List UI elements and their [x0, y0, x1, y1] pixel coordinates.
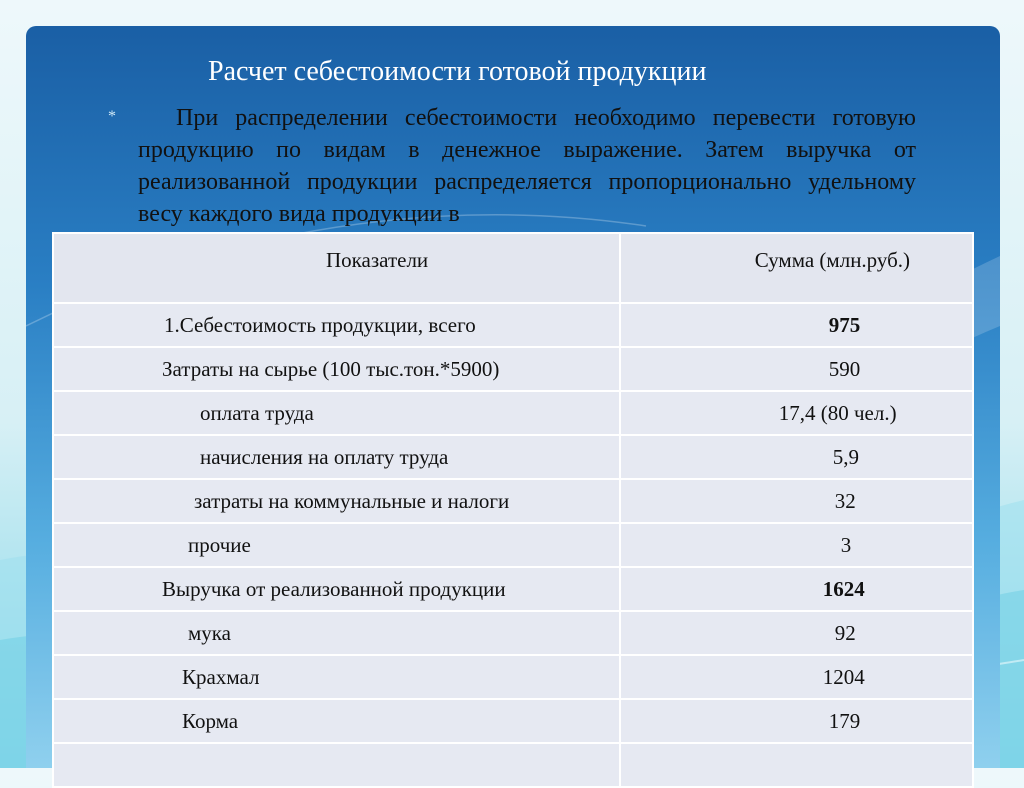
row-label: затраты на коммунальные и налоги — [194, 488, 510, 513]
table-row — [53, 523, 973, 567]
table-row — [53, 611, 973, 655]
row-value: 1624 — [822, 576, 865, 601]
table-row — [53, 303, 973, 347]
header-label: Показатели — [326, 248, 429, 272]
row-label: 1.Себестоимость продукции, всего — [164, 312, 476, 337]
row-label: мука — [188, 620, 231, 645]
row-value-cell — [620, 743, 973, 787]
row-label-cell — [53, 699, 620, 743]
row-value: 32 — [834, 488, 856, 513]
table-row — [53, 743, 973, 787]
cost-table — [52, 232, 974, 788]
table-row — [53, 479, 973, 523]
row-label-cell — [53, 435, 620, 479]
row-value-cell — [620, 655, 973, 699]
row-value: 1204 — [822, 664, 865, 689]
row-value-cell — [620, 435, 973, 479]
row-value-cell — [620, 611, 973, 655]
row-label: Корма — [182, 708, 239, 733]
row-value: 179 — [828, 708, 861, 733]
row-label-cell — [53, 611, 620, 655]
row-value-cell — [620, 391, 973, 435]
row-value-cell — [620, 523, 973, 567]
row-label: прочие — [188, 532, 251, 557]
row-value: 17,4 (80 чел.) — [778, 400, 897, 425]
table-header-row — [53, 233, 973, 303]
row-value: 590 — [828, 356, 861, 381]
row-label: Затраты на сырье (100 тыс.тон.*5900) — [162, 356, 500, 381]
table-row — [53, 567, 973, 611]
table-row — [53, 435, 973, 479]
row-value-cell — [620, 303, 973, 347]
bullet-marker: * — [108, 108, 116, 125]
row-value: 92 — [834, 620, 856, 645]
row-label-cell — [53, 743, 620, 787]
row-label-cell — [53, 391, 620, 435]
row-label-cell — [53, 479, 620, 523]
row-value-cell — [620, 347, 973, 391]
row-label: оплата труда — [200, 400, 314, 425]
row-label: Крахмал — [182, 664, 260, 689]
header-cell-sum — [620, 233, 973, 303]
row-value-cell — [620, 699, 973, 743]
row-value: 5,9 — [832, 444, 859, 469]
row-label: начисления на оплату труда — [200, 444, 449, 469]
row-label-cell — [53, 655, 620, 699]
table-row — [53, 655, 973, 699]
header-cell-indicators — [53, 233, 620, 303]
row-value: 3 — [840, 532, 852, 557]
row-label-cell — [53, 347, 620, 391]
header-label: Сумма (млн.руб.) — [754, 248, 911, 272]
row-label-cell — [53, 303, 620, 347]
row-value: 975 — [828, 312, 861, 337]
body-paragraph: При распределении себестоимости необходимо перевести готовую продукцию по видам в денежное выражение. Затем выручка от реализованной продукции распределяется пропорционально удельному весу каждого вида продукции в — [138, 105, 916, 227]
table-row — [53, 347, 973, 391]
row-value-cell — [620, 479, 973, 523]
row-label-cell — [53, 567, 620, 611]
row-label-cell — [53, 523, 620, 567]
row-value-cell — [620, 567, 973, 611]
row-label: Выручка от реализованной продукции — [162, 576, 506, 601]
table-row — [53, 699, 973, 743]
table-row — [53, 391, 973, 435]
slide-title: Расчет себестоимости готовой продукции — [208, 56, 707, 87]
